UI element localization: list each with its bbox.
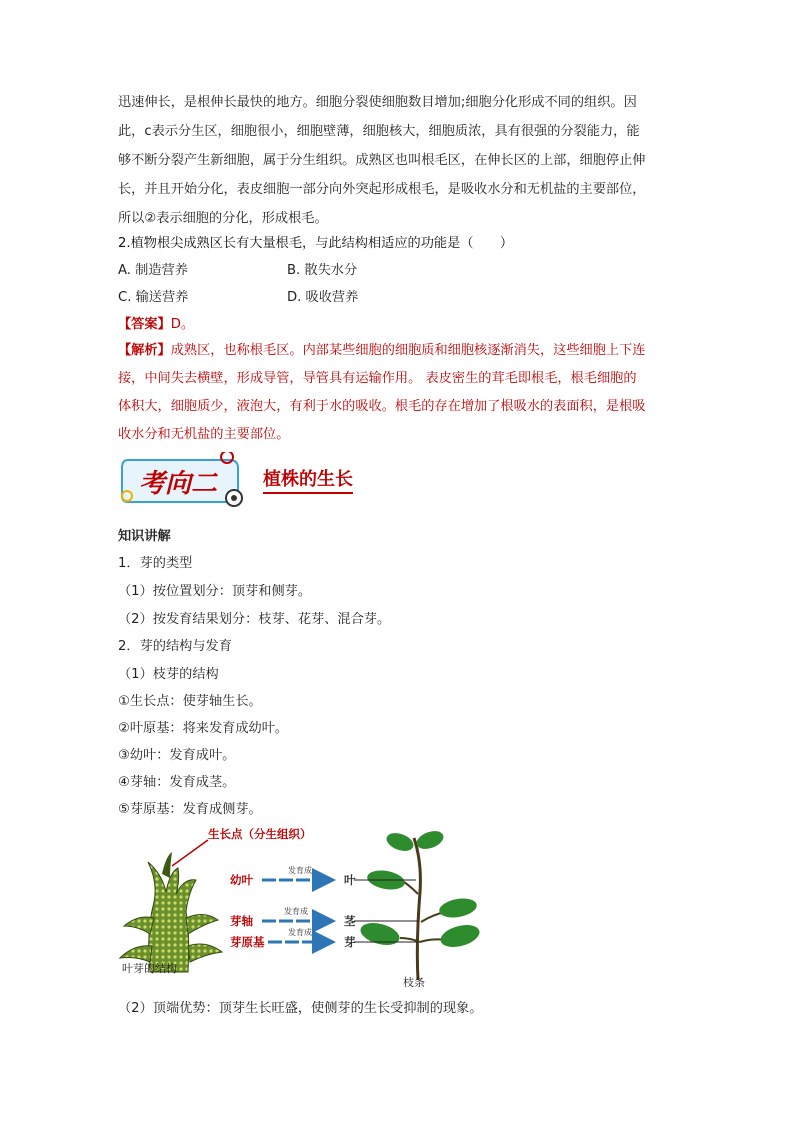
knowledge-line-10: ⑤芽原基：发育成侧芽。 [118,802,262,817]
label-leaf: 叶 [344,873,356,887]
arrow-label-1: 发育成 [288,866,312,875]
knowledge-heading: 知识讲解 [118,529,171,544]
answer-line [118,316,194,334]
apical-dominance-line: （2）顶端优势：顶芽生长旺盛，使侧芽的生长受抑制的现象。 [118,1001,483,1016]
knowledge-line-4: 2．芽的结构与发育 [118,639,232,654]
label-bud-axis: 芽轴 [230,914,253,928]
option-a: A. 制造营养 [118,263,188,278]
growth-point-label: 生长点（分生组织） [208,827,312,841]
label-young-leaf: 幼叶 [230,873,253,887]
analysis-line-2: 接，中间失去横壁，形成导管，导管具有运输作用。 表皮密生的茸毛即根毛，根毛细胞的 [118,371,637,386]
intro-line-5: 所以②表示细胞的分化，形成根毛。 [118,211,328,226]
analysis-line-3: 体积大，细胞质少，液泡大，有利于水的吸收。根毛的存在增加了根吸水的表面积，是根吸 [118,399,646,414]
caption-branch: 枝条 [403,976,425,989]
intro-line-1: 迅速伸长，是根伸长最快的地方。细胞分裂使细胞数目增加;细胞分化形成不同的组织。因 [118,95,637,110]
option-d: D. 吸收营养 [287,290,359,305]
intro-line-3: 够不断分裂产生新细胞，属于分生组织。成熟区也叫根毛区，在伸长区的上部，细胞停止伸 [118,153,646,168]
analysis-tag: 【解析】 [118,343,171,358]
knowledge-line-3: （2）按发育结果划分：枝芽、花芽、混合芽。 [118,612,391,627]
caption-leaf-bud: 叶芽的结构 [122,962,177,975]
answer-text: D。 [170,317,195,332]
bud-structure-figure [118,822,480,994]
analysis-line-1 [118,342,646,360]
leaf-bud-drawing [120,852,222,972]
intro-line-2: 此，c表示分生区，细胞很小，细胞壁薄，细胞核大，细胞质浓，具有很强的分裂能力，能 [118,124,640,139]
analysis-line-4: 收水分和无机盐的主要部位。 [118,427,290,442]
badge-text: 考向二 [138,469,218,499]
branch-drawing [358,828,480,980]
analysis-text-1: 成熟区，也称根毛区。内部某些细胞的细胞质和细胞核逐渐消失，这些细胞上下连 [170,343,646,358]
label-bud-primordium: 芽原基 [230,935,265,949]
section-title: 植株的生长 [263,469,353,494]
knowledge-line-2: （1）按位置划分：顶芽和侧芽。 [118,584,312,599]
knowledge-line-7: ②叶原基：将来发育成幼叶。 [118,721,289,736]
knowledge-line-6: ①生长点：使芽轴生长。 [118,694,262,709]
question-stem: 2.植物根尖成熟区长有大量根毛，与此结构相适应的功能是（ ） [118,236,514,251]
label-stem: 茎 [344,914,356,928]
answer-tag: 【答案】 [118,317,171,332]
knowledge-line-8: ③幼叶：发育成叶。 [118,748,236,763]
option-b: B. 散失水分 [287,263,358,278]
knowledge-line-1: 1．芽的类型 [118,556,193,571]
arrow-label-3: 发育成 [288,928,312,937]
label-bud: 芽 [344,935,356,949]
option-c: C. 输送营养 [118,290,189,305]
knowledge-line-5: （1）枝芽的结构 [118,667,219,682]
knowledge-line-9: ④芽轴：发育成茎。 [118,775,236,790]
arrow-label-2: 发育成 [284,907,308,916]
section-badge [118,452,248,508]
intro-line-4: 长，并且开始分化，表皮细胞一部分向外突起形成根毛，是吸收水分和无机盐的主要部位， [118,182,646,197]
